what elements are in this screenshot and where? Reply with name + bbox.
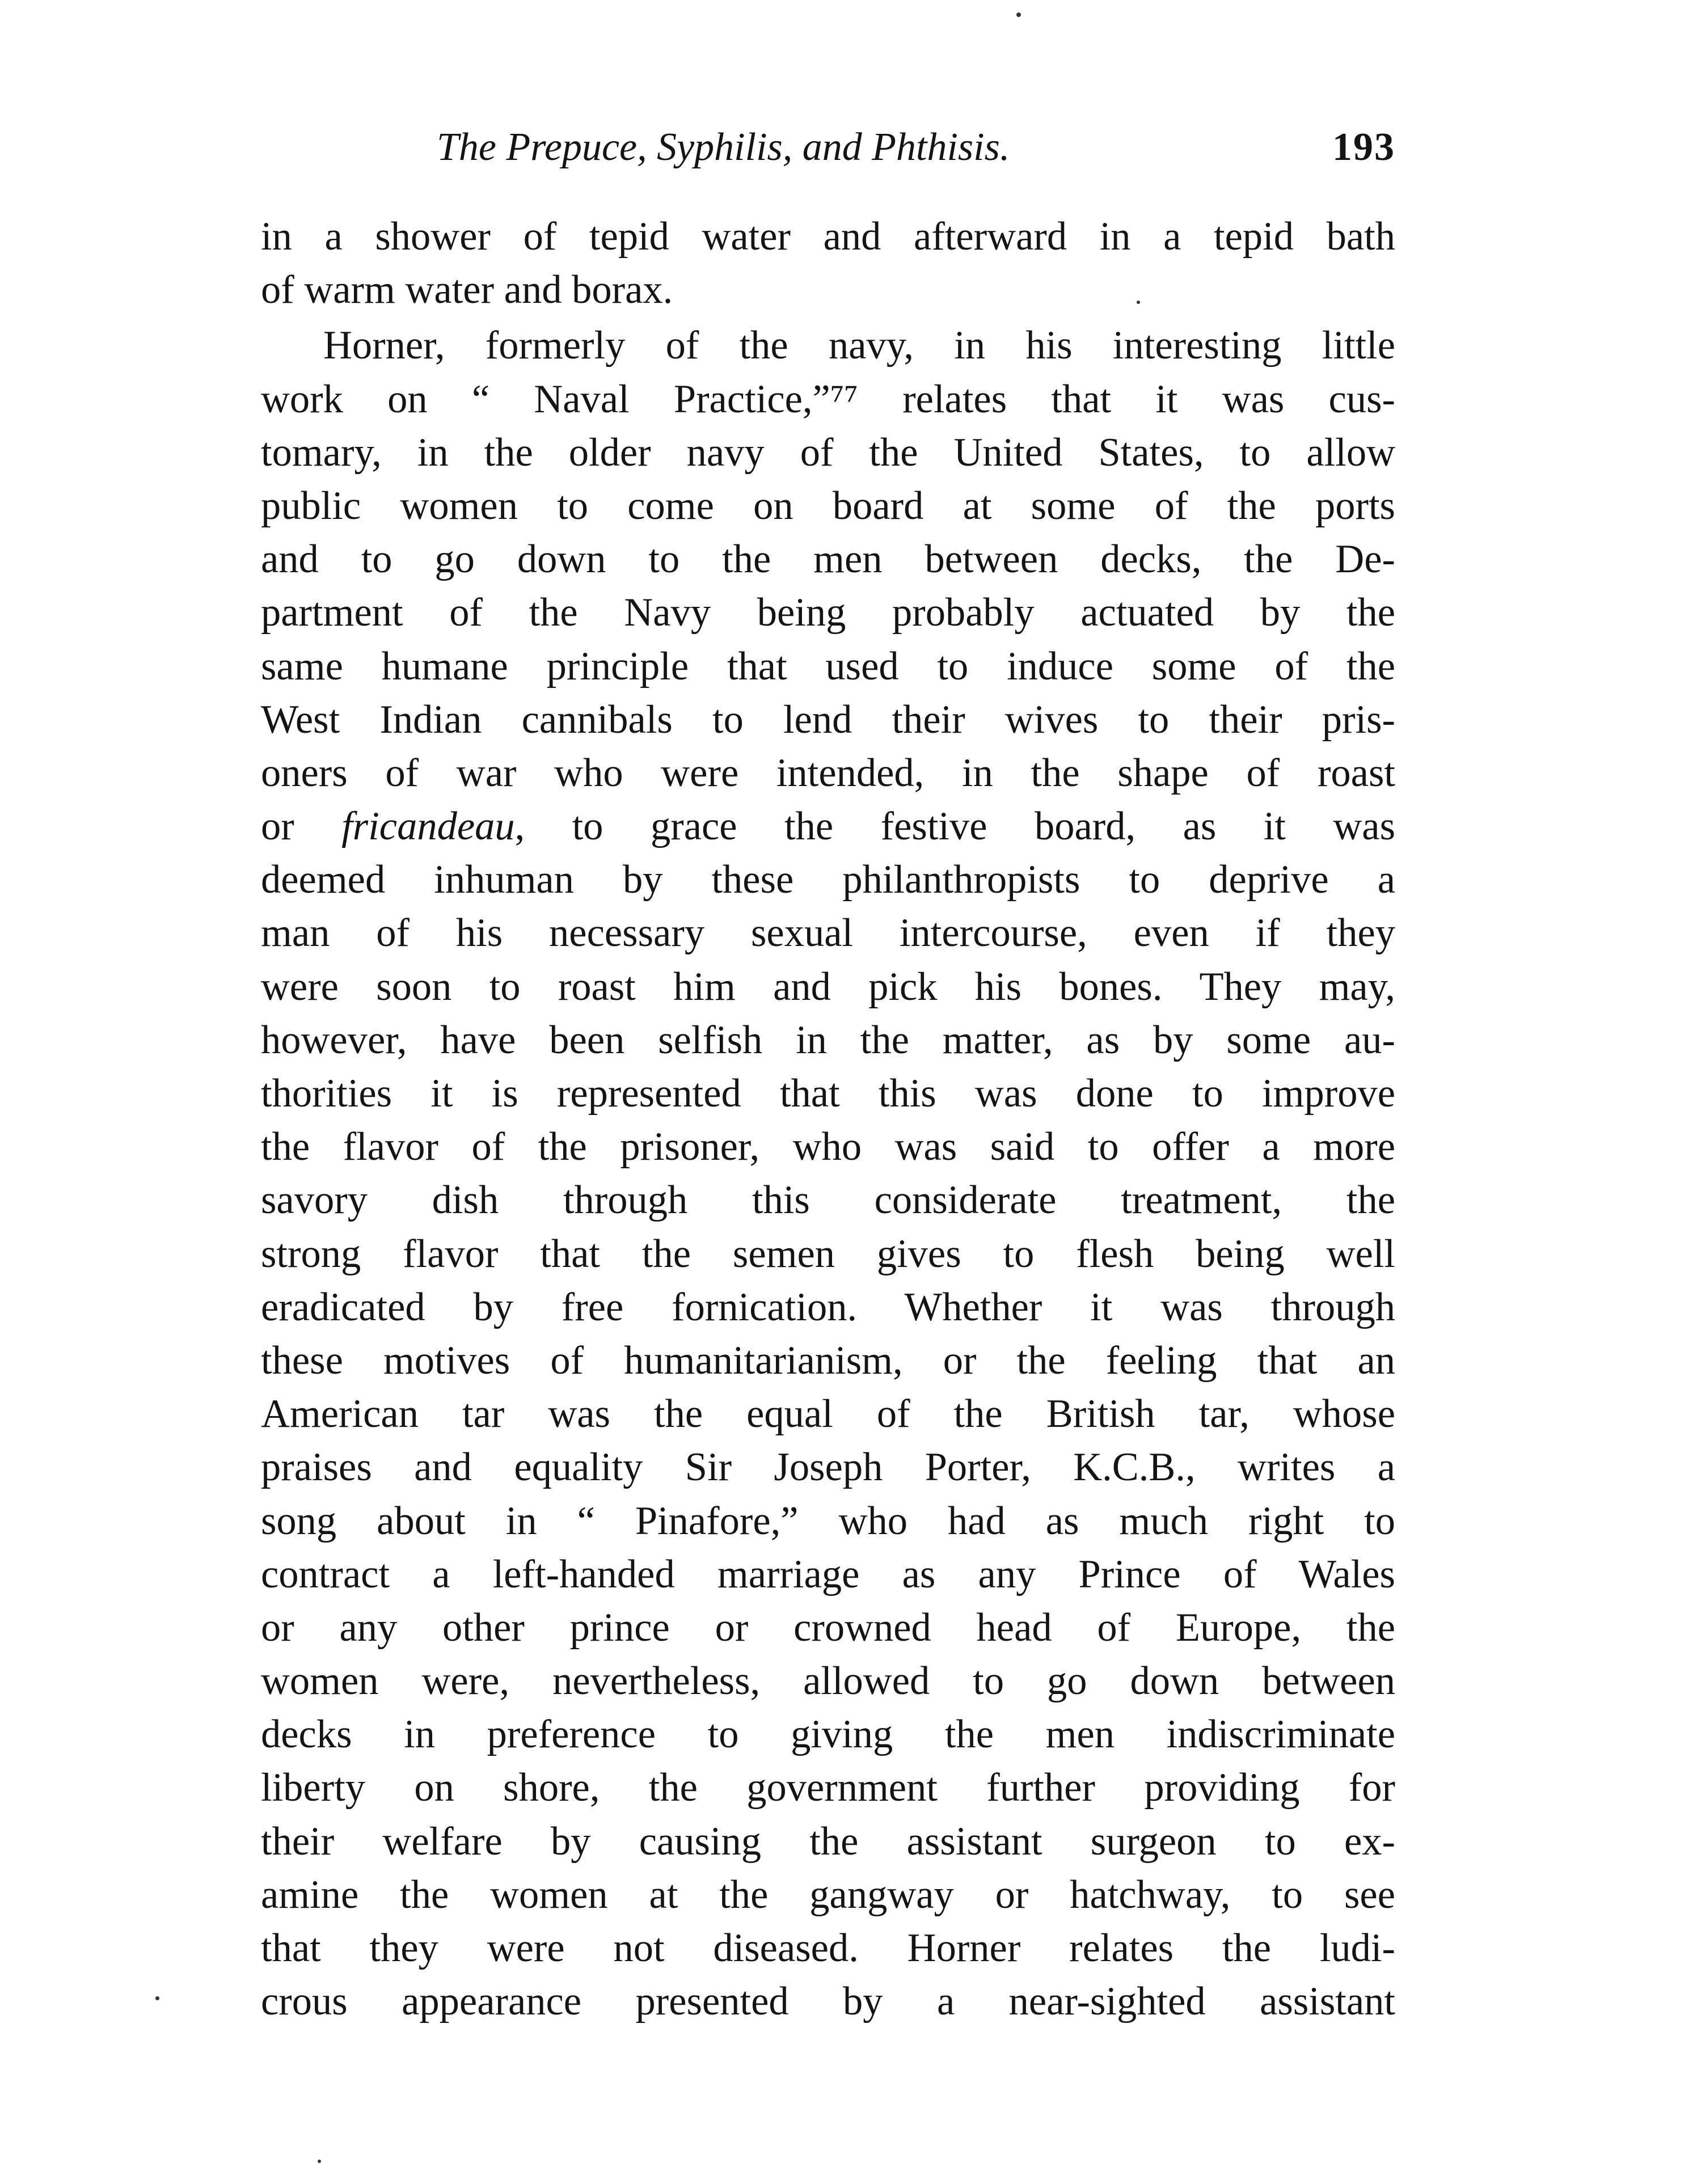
text-line: Horner, formerly of the navy, in his interesting little <box>323 323 1395 368</box>
text-line: deemed inhuman by these philanthropists to deprive a <box>261 857 1395 902</box>
running-title: The Prepuce, Syphilis, and Phthisis. <box>437 125 1010 169</box>
text-line: their welfare by causing the assistant surgeon to ex- <box>261 1819 1395 1864</box>
text-line: decks in preference to giving the men indiscriminate <box>261 1712 1395 1757</box>
text-line: man of his necessary sexual intercourse, even if they <box>261 911 1395 956</box>
body-text <box>261 210 1395 2028</box>
text-line: liberty on shore, the government further providing for <box>261 1765 1395 1810</box>
text-line: contract a left-handed marriage as any Prince of Wales <box>261 1552 1395 1596</box>
text-line: praises and equality Sir Joseph Porter, K.C.B., writes a <box>261 1445 1395 1490</box>
text-line: oners of war who were intended, in the shape of roast <box>261 750 1395 795</box>
text-line: work on “ Naval Practice,”⁷⁷ relates that it was cus- <box>261 377 1395 421</box>
text-line: tomary, in the older navy of the United States, to allow <box>261 430 1395 475</box>
text-line: savory dish through this considerate treatment, the <box>261 1178 1395 1223</box>
text-line: and to go down to the men between decks, the De- <box>261 537 1395 582</box>
text-line: song about in “ Pinafore,” who had as much right to <box>261 1498 1395 1543</box>
text-line: partment of the Navy being probably actuated by the <box>261 590 1395 635</box>
scan-speck <box>1016 12 1021 17</box>
text-line: women were, nevertheless, allowed to go down between <box>261 1659 1395 1704</box>
text-line: thorities it is represented that this was done to improve <box>261 1071 1395 1116</box>
text-line: were soon to roast him and pick his bones. They may, <box>261 964 1395 1009</box>
italic-term: fricandeau <box>341 804 515 849</box>
text-line: or fricandeau, to grace the festive board, as it was <box>261 804 1395 849</box>
text-line: American tar was the equal of the British tar, whose <box>261 1392 1395 1437</box>
paragraph-1 <box>261 210 1395 316</box>
text-line: amine the women at the gangway or hatchway, to see <box>261 1872 1395 1917</box>
text-line: public women to come on board at some of the ports <box>261 483 1395 528</box>
text-line: strong flavor that the semen gives to flesh being well <box>261 1231 1395 1276</box>
scan-speck <box>318 2160 321 2163</box>
page-number: 193 <box>1332 125 1395 169</box>
text-line: of warm water and borax. <box>261 268 673 312</box>
text-line: or any other prince or crowned head of Europe, the <box>261 1605 1395 1650</box>
text-line: the flavor of the prisoner, who was said to offer a more <box>261 1125 1395 1169</box>
text-line: same humane principle that used to induce some of the <box>261 644 1395 688</box>
scan-speck <box>1137 301 1140 304</box>
text-line: eradicated by free fornication. Whether it was through <box>261 1285 1395 1329</box>
text-line: that they were not diseased. Horner relates the ludi- <box>261 1926 1395 1970</box>
text-line: however, have been selfish in the matter, as by some au- <box>261 1017 1395 1062</box>
paragraph-2 <box>261 319 1395 2028</box>
text-line: in a shower of tepid water and afterward in a tepid bath <box>261 214 1395 259</box>
page-header <box>437 119 1395 181</box>
text-line: West Indian cannibals to lend their wives to their pris- <box>261 697 1395 742</box>
text-line: these motives of humanitarianism, or the feeling that an <box>261 1338 1395 1383</box>
scan-speck <box>155 1996 159 2000</box>
text-line: crous appearance presented by a near-sighted assistant <box>261 1979 1395 2024</box>
